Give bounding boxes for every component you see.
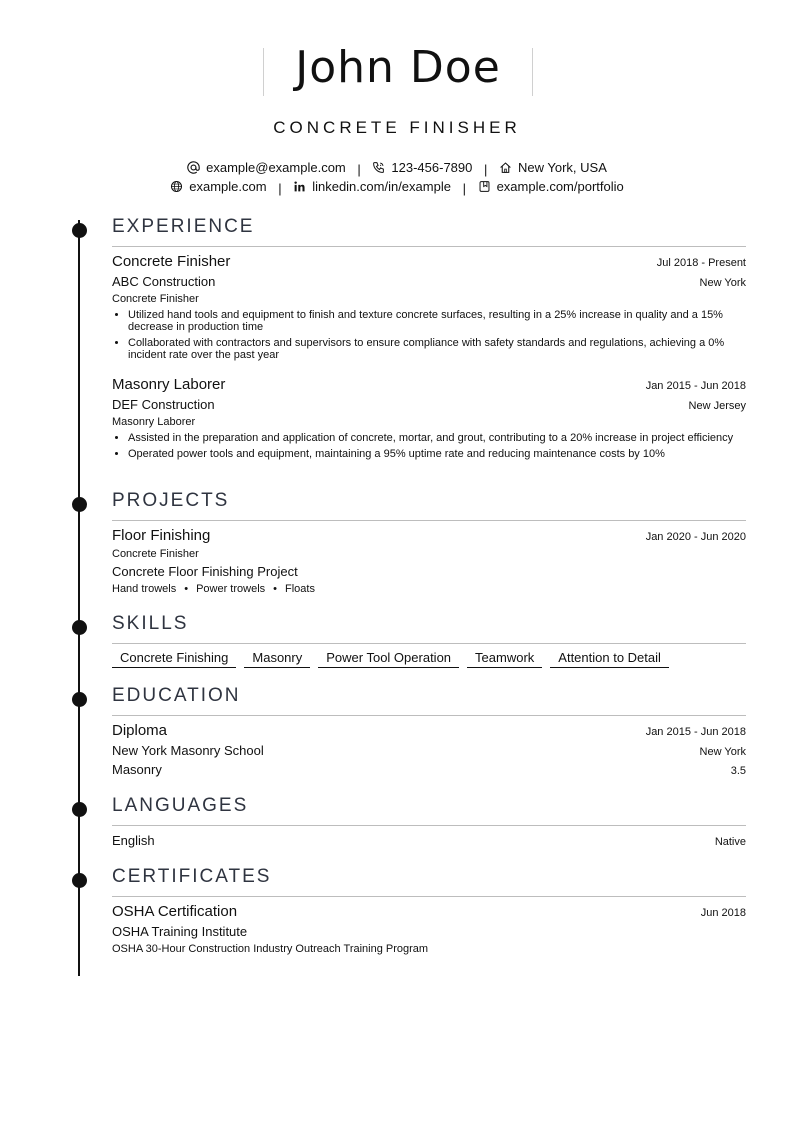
contact-linkedin[interactable] bbox=[293, 179, 451, 194]
linkedin-icon bbox=[293, 180, 306, 193]
project-date: Jan 2020 - Jun 2020 bbox=[645, 531, 746, 543]
experience-subtitle: Concrete Finisher bbox=[112, 293, 199, 305]
education-degree: Diploma bbox=[112, 722, 168, 739]
education-score: 3.5 bbox=[730, 765, 746, 777]
section-title-projects: PROJECTS bbox=[112, 490, 230, 511]
education-location: New York bbox=[699, 746, 746, 758]
section-divider bbox=[112, 715, 746, 716]
location-text: New York, USA bbox=[518, 160, 607, 175]
keyword: Hand trowels bbox=[112, 583, 177, 595]
bullet-item: • Assisted in the preparation and application of concrete, mortar, and grout, contributing to a 20% increase in project efficiency bbox=[128, 432, 758, 444]
experience-subtitle: Masonry Laborer bbox=[112, 416, 196, 428]
phone-text: 123-456-7890 bbox=[391, 160, 473, 175]
bullet-separator: • bbox=[273, 583, 277, 595]
section-title-certificates: CERTIFICATES bbox=[112, 866, 272, 887]
experience-bullets bbox=[112, 432, 758, 464]
experience-position: Masonry Laborer bbox=[112, 376, 226, 393]
timeline-dot bbox=[72, 802, 87, 817]
education-date: Jan 2015 - Jun 2018 bbox=[645, 726, 746, 738]
contact-website[interactable] bbox=[170, 179, 266, 194]
experience-company: ABC Construction bbox=[112, 274, 216, 289]
skills-list bbox=[112, 650, 669, 668]
bullet-item: • Collaborated with contractors and supervisors to ensure compliance with safety standards and regulations, achieving a 0% incident rate over the past year bbox=[128, 337, 758, 361]
section-title-languages: LANGUAGES bbox=[112, 795, 249, 816]
certificate-issuer-row bbox=[112, 924, 746, 939]
bullet-item: • Operated power tools and equipment, maintaining a 95% uptime rate and reducing maintenance costs by 10% bbox=[128, 448, 758, 460]
timeline-dot bbox=[72, 223, 87, 238]
skill-tag: Attention to Detail bbox=[550, 650, 669, 668]
project-role: Concrete Finisher bbox=[112, 548, 199, 560]
experience-company: DEF Construction bbox=[112, 397, 215, 412]
certificate-date: Jun 2018 bbox=[700, 907, 746, 919]
skill-tag: Teamwork bbox=[467, 650, 542, 668]
home-icon bbox=[499, 161, 512, 174]
experience-bullets bbox=[112, 309, 758, 365]
section-divider bbox=[112, 896, 746, 897]
education-school: New York Masonry School bbox=[112, 743, 264, 758]
email-text: example@example.com bbox=[206, 160, 346, 175]
name-frame bbox=[263, 42, 533, 96]
skill-tag: Masonry bbox=[244, 650, 310, 668]
certificate-description: OSHA 30-Hour Construction Industry Outreach Training Program bbox=[112, 943, 429, 955]
candidate-name: John Doe bbox=[295, 42, 501, 93]
timeline-dot bbox=[72, 692, 87, 707]
experience-subtitle-row bbox=[112, 293, 746, 305]
certificate-name: OSHA Certification bbox=[112, 903, 238, 920]
bullet-separator: • bbox=[184, 583, 189, 595]
section-divider bbox=[112, 643, 746, 644]
contact-phone[interactable] bbox=[372, 160, 472, 175]
project-keywords bbox=[112, 583, 315, 595]
contact-row-primary bbox=[0, 160, 794, 177]
keyword: Floats bbox=[285, 583, 315, 595]
experience-location: New Jersey bbox=[688, 400, 746, 412]
contact-location bbox=[499, 160, 607, 175]
certificate-description-row bbox=[112, 943, 746, 955]
project-role-row bbox=[112, 548, 746, 560]
language-level: Native bbox=[714, 836, 746, 848]
candidate-role: CONCRETE FINISHER bbox=[273, 118, 521, 137]
at-icon bbox=[187, 161, 200, 174]
contact-email[interactable] bbox=[187, 160, 346, 175]
experience-position: Concrete Finisher bbox=[112, 253, 231, 270]
separator: | bbox=[462, 181, 466, 196]
contact-portfolio[interactable] bbox=[478, 179, 624, 194]
timeline-dot bbox=[72, 873, 87, 888]
project-description: Concrete Floor Finishing Project bbox=[112, 564, 298, 579]
section-title-experience: EXPERIENCE bbox=[112, 216, 255, 237]
section-divider bbox=[112, 825, 746, 826]
certificate-issuer: OSHA Training Institute bbox=[112, 924, 248, 939]
project-name: Floor Finishing bbox=[112, 527, 211, 544]
certificate-item-header bbox=[112, 903, 746, 920]
section-divider bbox=[112, 520, 746, 521]
linkedin-text: linkedin.com/in/example bbox=[312, 179, 451, 194]
timeline-line bbox=[78, 220, 80, 976]
section-title-education: EDUCATION bbox=[112, 685, 241, 706]
portfolio-text: example.com/portfolio bbox=[496, 179, 624, 194]
language-row bbox=[112, 833, 746, 848]
experience-date: Jan 2015 - Jun 2018 bbox=[645, 380, 746, 392]
timeline-dot bbox=[72, 497, 87, 512]
globe-icon bbox=[170, 180, 183, 193]
contact-row-links bbox=[0, 179, 794, 196]
keyword: Power trowels bbox=[196, 583, 266, 595]
portfolio-icon bbox=[478, 180, 491, 193]
experience-company-row bbox=[112, 397, 746, 412]
skill-tag: Concrete Finishing bbox=[112, 650, 236, 668]
website-text: example.com bbox=[189, 179, 267, 194]
education-school-row bbox=[112, 743, 746, 758]
separator: | bbox=[484, 162, 488, 177]
section-divider bbox=[112, 246, 746, 247]
education-field-row bbox=[112, 762, 746, 777]
skill-tag: Power Tool Operation bbox=[318, 650, 459, 668]
project-item-header bbox=[112, 527, 746, 544]
section-title-skills: SKILLS bbox=[112, 613, 189, 634]
language-name: English bbox=[112, 833, 155, 848]
timeline-dot bbox=[72, 620, 87, 635]
separator: | bbox=[357, 162, 361, 177]
bullet-item: • Utilized hand tools and equipment to finish and texture concrete surfaces, resulting in a 25% increase in quality and a 15% decrease in production time bbox=[128, 309, 758, 333]
phone-icon bbox=[372, 161, 385, 174]
education-field: Masonry bbox=[112, 762, 162, 777]
experience-item-header bbox=[112, 253, 746, 270]
experience-item-header bbox=[112, 376, 746, 393]
experience-date: Jul 2018 - Present bbox=[656, 257, 746, 269]
education-item-header bbox=[112, 722, 746, 739]
project-description-row bbox=[112, 564, 746, 579]
experience-location: New York bbox=[699, 277, 746, 289]
experience-company-row bbox=[112, 274, 746, 289]
experience-subtitle-row bbox=[112, 416, 746, 428]
separator: | bbox=[278, 181, 282, 196]
